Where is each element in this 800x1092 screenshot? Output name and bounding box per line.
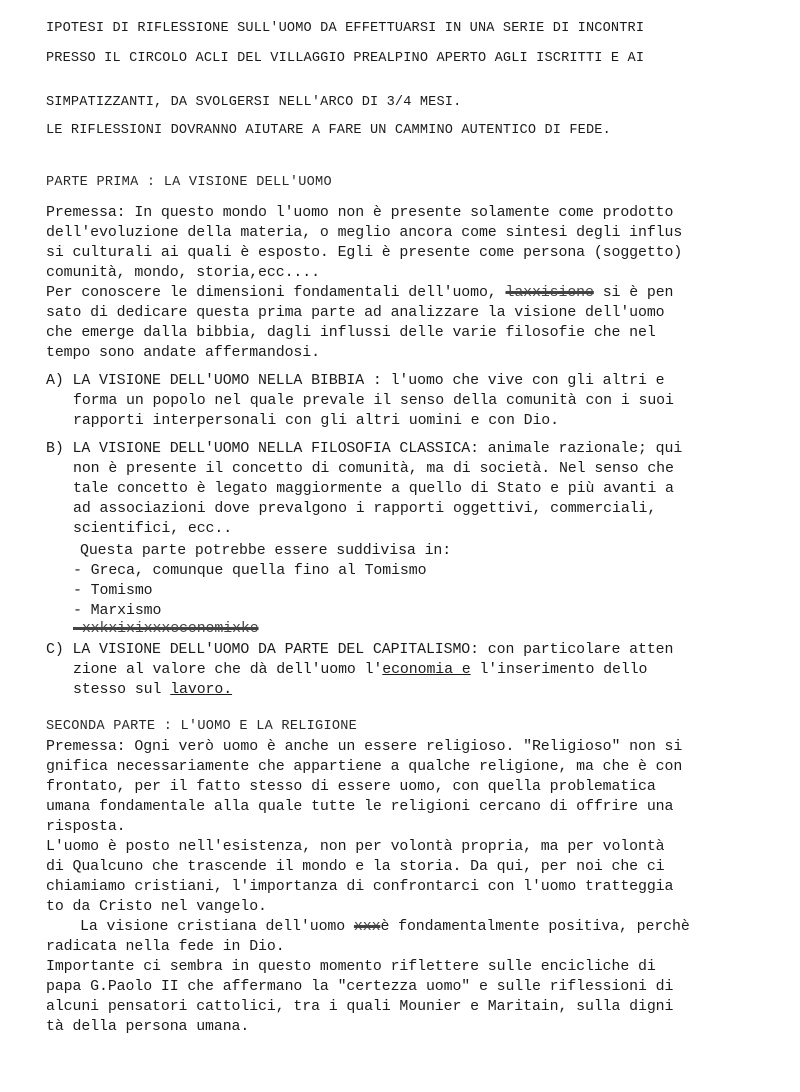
body-line: risposta. xyxy=(46,819,126,835)
premessa-text: Per conoscere le dimensioni fondamentali dell'uomo, xyxy=(46,285,497,301)
item-a-line: rapporti interpersonali con gli altri uomini e con Dio. xyxy=(73,413,559,429)
item-c-text: zione al valore che dà dell'uomo l' xyxy=(73,662,383,678)
body-line: L'uomo è posto nell'esistenza, non per volontà propria, ma per volontà xyxy=(46,839,665,855)
sub-item: - Tomismo xyxy=(73,583,153,599)
item-a-line: forma un popolo nel quale prevale il senso della comunità con i suoi xyxy=(73,393,674,409)
body-line: Premessa: Ogni verò uomo è anche un essere religioso. "Religioso" non si xyxy=(46,739,683,755)
premessa-line: comunità, mondo, storia,ecc.... xyxy=(46,265,320,281)
body-line: Importante ci sembra in questo momento riflettere sulle encicliche di xyxy=(46,959,656,975)
struck-word: laxxisione xyxy=(505,285,594,301)
parte-prima-heading: PARTE PRIMA : LA VISIONE DELL'UOMO xyxy=(46,175,332,190)
header-line-2: PRESSO IL CIRCOLO ACLI DEL VILLAGGIO PREALPINO APERTO AGLI ISCRITTI E AI xyxy=(46,51,645,66)
item-b-line: tale concetto è legato maggiormente a quello di Stato e più avanti a xyxy=(73,481,674,497)
underlined-text: economia e xyxy=(382,662,471,678)
header-line-3: SIMPATIZZANTI, DA SVOLGERSI NELL'ARCO DI 3/4 MESI. xyxy=(46,95,462,110)
body-line: umana fondamentale alla quale tutte le religioni cercano di offrire una xyxy=(46,799,674,815)
item-b-line: non è presente il concetto di comunità, ma di società. Nel senso che xyxy=(73,461,674,477)
premessa-text: si è pen xyxy=(602,285,674,301)
item-b-line: Questa parte potrebbe essere suddivisa in: xyxy=(80,543,452,559)
premessa-line: Premessa: In questo mondo l'uomo non è presente solamente come prodotto xyxy=(46,205,674,221)
premessa-line xyxy=(46,283,673,303)
sub-item: - Greca, comunque quella fino al Tomismo xyxy=(73,563,427,579)
premessa-line: tempo sono andate affermandosi. xyxy=(46,345,320,361)
item-b-line: B) LA VISIONE DELL'UOMO NELLA FILOSOFIA CLASSICA: animale razionale; qui xyxy=(46,441,683,457)
underlined-text: lavoro. xyxy=(170,682,233,698)
body-line: alcuni pensatori cattolici, tra i quali Mounier e Maritain, sulla digni xyxy=(46,999,674,1015)
premessa-line: dell'evoluzione della materia, o meglio ancora come sintesi degli influs xyxy=(46,225,683,241)
header-line-1: IPOTESI DI RIFLESSIONE SULL'UOMO DA EFFETTUARSI IN UNA SERIE DI INCONTRI xyxy=(46,21,645,36)
body-line: frontato, per il fatto stesso di essere uomo, con quella problematica xyxy=(46,779,656,795)
body-line: di Qualcuno che trascende il mondo e la storia. Da qui, per noi che ci xyxy=(46,859,665,875)
body-line: radicata nella fede in Dio. xyxy=(46,939,285,955)
premessa-line: si culturali ai quali è esposto. Egli è presente come persona (soggetto) xyxy=(46,245,683,261)
body-text: è fondamentalmente positiva, perchè xyxy=(380,919,690,935)
body-line: chiamiamo cristiani, l'importanza di confrontarci con l'uomo tratteggia xyxy=(46,879,674,895)
item-c-line: C) LA VISIONE DELL'UOMO DA PARTE DEL CAPITALISMO: con particolare atten xyxy=(46,642,674,658)
body-line: gnifica necessariamente che appartiene a qualche religione, ma che è con xyxy=(46,759,683,775)
struck-line: -xxkxixixxxeconomixke xyxy=(73,621,259,637)
body-line: papa G.Paolo II che affermano la "certezza uomo" e sulle riflessioni di xyxy=(46,979,674,995)
header-line-4: LE RIFLESSIONI DOVRANNO AIUTARE A FARE UN CAMMINO AUTENTICO DI FEDE. xyxy=(46,123,611,138)
sub-item: - Marxismo xyxy=(73,603,162,619)
item-c-text: l'inserimento dello xyxy=(470,662,648,678)
item-c-line xyxy=(73,660,647,680)
body-text: La visione cristiana dell'uomo xyxy=(80,919,354,935)
premessa-line: sato di dedicare questa prima parte ad analizzare la visione dell'uomo xyxy=(46,305,665,321)
body-line: tà della persona umana. xyxy=(46,1019,250,1035)
item-c-line xyxy=(73,680,232,700)
struck-word: xxx xyxy=(353,919,381,935)
premessa-line: che emerge dalla bibbia, dagli influssi delle varie filosofie che nel xyxy=(46,325,656,341)
item-a-line: A) LA VISIONE DELL'UOMO NELLA BIBBIA : l'uomo che vive con gli altri e xyxy=(46,373,665,389)
item-b-line: scientifici, ecc.. xyxy=(73,521,233,537)
item-b-line: ad associazioni dove prevalgono i rapporti oggettivi, commerciali, xyxy=(73,501,657,517)
body-line xyxy=(80,917,690,937)
item-c-text: stesso sul xyxy=(73,682,171,698)
body-line: to da Cristo nel vangelo. xyxy=(46,899,267,915)
seconda-parte-heading: SECONDA PARTE : L'UOMO E LA RELIGIONE xyxy=(46,719,358,734)
